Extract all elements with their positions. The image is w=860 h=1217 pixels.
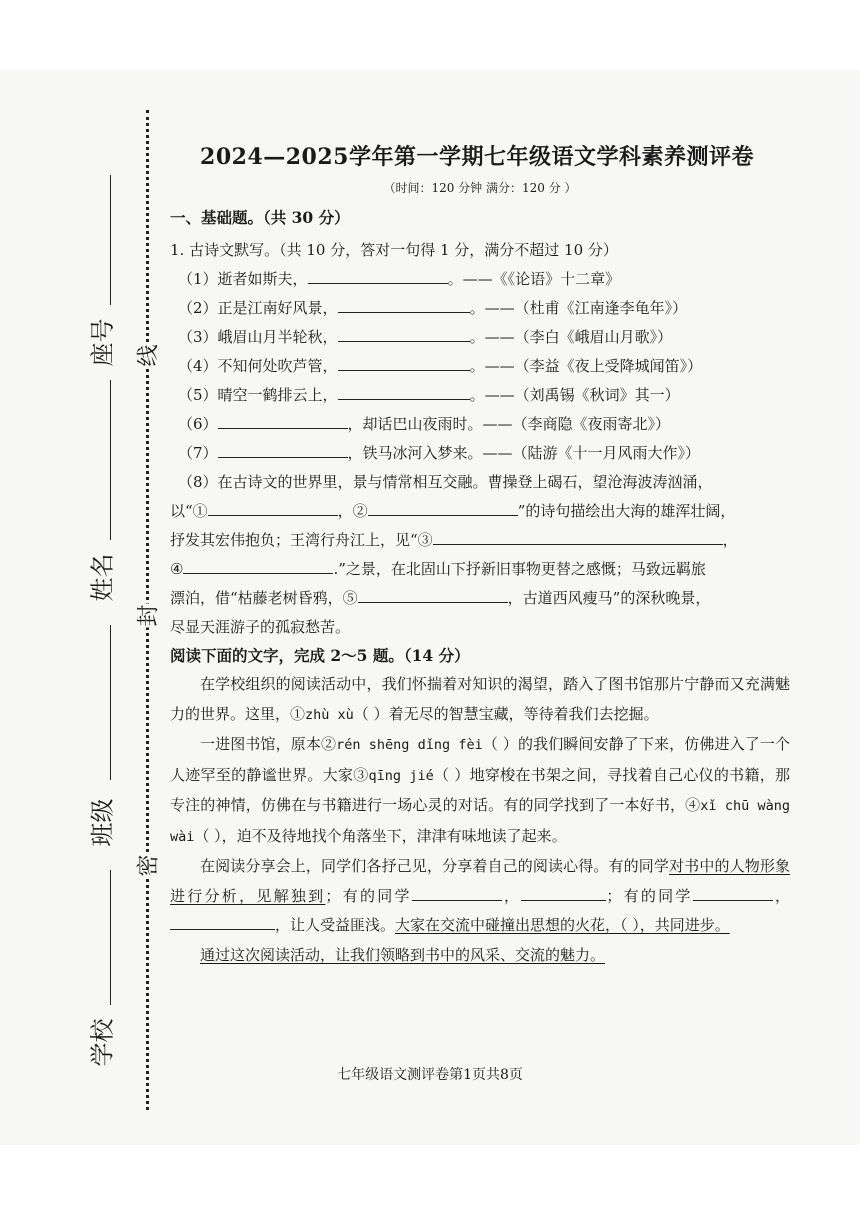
question-8-line: 以“① ，② ”的诗句描绘出大海的雄浑壮阔， bbox=[170, 497, 790, 526]
question-1-intro: 1. 古诗文默写。（共 10 分，答对一句得 1 分，满分不超过 10 分） bbox=[170, 241, 618, 259]
recitation-item: （1）逝者如斯夫， 。——《《论语》十二章》 bbox=[170, 265, 790, 294]
question-8-text: （8）在古诗文的世界里，景与情常相互交融。曹操登上碣石，望沧海波涛汹涌， bbox=[178, 473, 713, 491]
answer-blank[interactable] bbox=[218, 412, 348, 429]
reading-paragraph-2: 一进图书馆，原本②rén shēng dǐng fèi（ ）的我们瞬间安静了下来，仿佛进入了一个人迹罕至的静谧世界。大家③qīng jié（ ）地穿梭在书架之间，寻找着自己心仪的书籍，那专注的神情，仿佛在与书籍进行一场心灵的对话。有的同学找到了一本好书，④xǐ chū wàng wài（ ），迫不及待地找个角落坐下，津津有味地读了起来。 bbox=[170, 735, 790, 845]
answer-blank-1[interactable] bbox=[208, 499, 338, 516]
exam-title: 2024—2025学年第一学期七年级语文学科素养测评卷 bbox=[200, 144, 754, 170]
answer-blank[interactable] bbox=[412, 884, 502, 901]
reading-paragraph-3: 在阅读分享会上，同学们各抒己见，分享着自己的阅读心得。有的同学对书中的人物形象进行分析，见解独到；有的同学 ， ；有的同学 ，，让人受益匪浅。大家在交流中碰撞出思想的火花，（ ），共同进步。 bbox=[170, 857, 790, 934]
section-heading: 一、基础题。（共 30 分） bbox=[170, 208, 350, 227]
exam-content bbox=[170, 140, 790, 970]
recitation-item: （7） ，铁马冰河入梦来。——（陆游《十一月风雨大作》） bbox=[170, 439, 790, 468]
seat-number-field[interactable] bbox=[110, 175, 111, 305]
answer-blank-4[interactable] bbox=[183, 557, 333, 574]
seal-char-feng: 封 bbox=[132, 604, 163, 628]
answer-blank-5[interactable] bbox=[358, 586, 508, 603]
answer-blank[interactable] bbox=[693, 884, 773, 901]
recitation-item: （2）正是江南好风景， 。——（杜甫《江南逢李龟年》） bbox=[170, 294, 790, 323]
class-label: 班级 bbox=[88, 798, 117, 847]
seal-char-mi: 密 bbox=[132, 854, 163, 878]
question-8-line: 抒发其宏伟抱负；王湾行舟江上，见“③ ， bbox=[170, 526, 790, 555]
name-field[interactable] bbox=[110, 380, 111, 540]
school-field[interactable] bbox=[110, 870, 111, 1005]
reading-heading: 阅读下面的文字，完成 2～5 题。（14 分） bbox=[170, 646, 470, 665]
school-label: 学校 bbox=[88, 1018, 117, 1067]
page-footer: 七年级语文测评卷第1页共8页 bbox=[337, 1067, 523, 1083]
recitation-item: （5）晴空一鹤排云上， 。——（刘禹锡《秋词》其一） bbox=[170, 381, 790, 410]
answer-blank[interactable] bbox=[338, 296, 470, 313]
answer-blank[interactable] bbox=[338, 383, 470, 400]
seal-char-xian: 线 bbox=[132, 344, 163, 368]
answer-blank[interactable] bbox=[338, 325, 470, 342]
answer-blank[interactable] bbox=[308, 267, 448, 284]
answer-blank[interactable] bbox=[338, 354, 470, 371]
seat-number-label: 座号 bbox=[88, 318, 117, 367]
recitation-item: （6） ，却话巴山夜雨时。——（李商隐《夜雨寄北》） bbox=[170, 410, 790, 439]
answer-blank-3[interactable] bbox=[433, 528, 723, 545]
question-8-line: 漂泊，借“枯藤老树昏鸦，⑤ ，古道西风瘦马”的深秋晚景， bbox=[170, 584, 790, 613]
exam-subtitle: （时间：120 分钟 满分：120 分 ） bbox=[383, 181, 577, 195]
name-label: 姓名 bbox=[88, 553, 117, 602]
answer-blank-2[interactable] bbox=[368, 499, 518, 516]
question-8-line: 尽显天涯游子的孤寂愁苦。 bbox=[170, 618, 351, 636]
answer-blank[interactable] bbox=[170, 913, 275, 930]
recitation-item: （3）峨眉山月半轮秋， 。——（李白《峨眉山月歌》） bbox=[170, 323, 790, 352]
recitation-item: （4）不知何处吹芦管， 。——（李益《夜上受降城闻笛》） bbox=[170, 352, 790, 381]
answer-blank[interactable] bbox=[218, 441, 348, 458]
reading-paragraph-4: 通过这次阅读活动，让我们领略到书中的风采、交流的魅力。 bbox=[200, 945, 606, 964]
reading-paragraph-1: 在学校组织的阅读活动中，我们怀揣着对知识的渴望，踏入了图书馆那片宁静而又充满魅力的世界。这里，①zhù xù（ ）着无尽的智慧宝藏，等待着我们去挖掘。 bbox=[170, 675, 790, 723]
class-field[interactable] bbox=[110, 625, 111, 780]
answer-blank[interactable] bbox=[521, 884, 606, 901]
question-8-line: ④ .”之景，在北固山下抒新旧事物更替之感慨；马致远羁旅 bbox=[170, 555, 790, 584]
